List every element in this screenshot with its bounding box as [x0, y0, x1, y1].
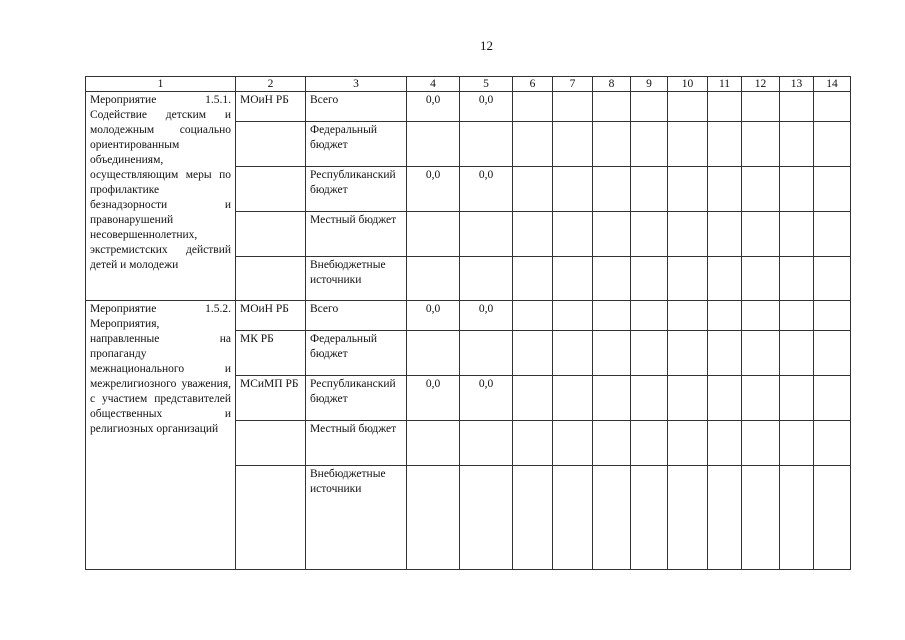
value-cell: 0,0: [460, 92, 513, 122]
header-cell: 1: [86, 77, 236, 92]
value-cell: [460, 331, 513, 376]
funding-source: Федеральный бюджет: [306, 122, 407, 167]
header-row: [86, 77, 851, 92]
header-cell: 12: [742, 77, 780, 92]
executor-cell: [236, 212, 306, 257]
page-number: 12: [480, 38, 493, 53]
executor-cell: МК РБ: [236, 331, 306, 376]
table-row: [86, 301, 851, 331]
header-cell: 2: [236, 77, 306, 92]
value-cell: [407, 331, 460, 376]
table-row: [86, 92, 851, 122]
header-cell: 3: [306, 77, 407, 92]
executor-cell: [236, 167, 306, 212]
funding-source: Всего: [306, 301, 407, 331]
value-cell: [407, 122, 460, 167]
header-cell: 13: [780, 77, 814, 92]
header-cell: 6: [513, 77, 553, 92]
header-cell: 4: [407, 77, 460, 92]
funding-source: Внебюджетные источники: [306, 466, 407, 570]
value-cell: 0,0: [407, 301, 460, 331]
value-cell: 0,0: [460, 376, 513, 421]
funding-source: Республиканский бюджет: [306, 167, 407, 212]
measure-title: Мероприятие 1.5.1. Содействие детским и молодежным социально ориентированным объединениям, осуществляющим меры по профилактике безнадзорности и правонарушений несовершеннолетних, экстремистских действий детей и молодежи: [86, 92, 236, 301]
header-cell: 7: [553, 77, 593, 92]
header-cell: 9: [631, 77, 668, 92]
funding-source: Федеральный бюджет: [306, 331, 407, 376]
value-cell: [460, 257, 513, 301]
funding-source: Всего: [306, 92, 407, 122]
value-cell: [460, 122, 513, 167]
value-cell: [460, 421, 513, 466]
value-cell: [460, 212, 513, 257]
executor-cell: [236, 122, 306, 167]
value-cell: 0,0: [460, 301, 513, 331]
value-cell: [407, 257, 460, 301]
executor-cell: МСиМП РБ: [236, 376, 306, 421]
value-cell: 0,0: [407, 376, 460, 421]
header-cell: 10: [668, 77, 708, 92]
value-cell: [407, 466, 460, 570]
header-cell: 14: [814, 77, 851, 92]
executor-cell: МОиН РБ: [236, 301, 306, 331]
value-cell: 0,0: [460, 167, 513, 212]
measure-title: Мероприятие 1.5.2. Мероприятия, направленные на пропаганду межнационального и межрелигиозного уважения, с участием представителей общественных и религиозных организаций: [86, 301, 236, 570]
funding-source: Республиканский бюджет: [306, 376, 407, 421]
value-cell: [407, 212, 460, 257]
header-cell: 5: [460, 77, 513, 92]
header-cell: 8: [593, 77, 631, 92]
value-cell: [407, 421, 460, 466]
value-cell: 0,0: [407, 92, 460, 122]
value-cell: 0,0: [407, 167, 460, 212]
executor-cell: [236, 257, 306, 301]
funding-source: Внебюджетные источники: [306, 257, 407, 301]
executor-cell: [236, 421, 306, 466]
executor-cell: [236, 466, 306, 570]
budget-table: [85, 76, 851, 570]
header-cell: 11: [708, 77, 742, 92]
value-cell: [460, 466, 513, 570]
funding-source: Местный бюджет: [306, 421, 407, 466]
executor-cell: МОиН РБ: [236, 92, 306, 122]
funding-source: Местный бюджет: [306, 212, 407, 257]
